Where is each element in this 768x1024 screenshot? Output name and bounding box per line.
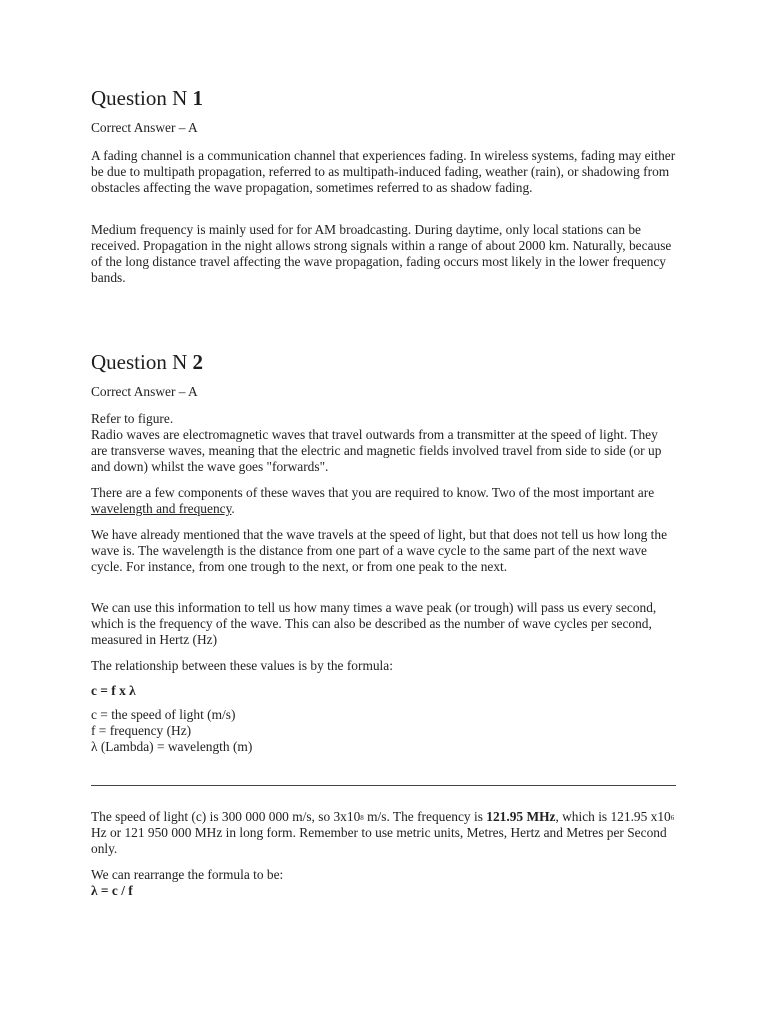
question-2-heading: Question N 2 xyxy=(91,350,203,374)
question-2-paragraph-3: We have already mentioned that the wave travels at the speed of light, but that does not tell us how long the wave is. The wavelength is the distance from one part of a wave cycle to the same part of the next wave cycle. For instance, from one trough to the next, or from one peak to the next. xyxy=(91,527,668,574)
question-1-heading: Question N 1 xyxy=(91,86,203,110)
question-2-paragraph-7: We can rearrange the formula to be: xyxy=(91,867,284,882)
question-2-refer: Refer to figure. xyxy=(91,411,174,426)
question-2-paragraph-5: The relationship between these values is by the formula: xyxy=(91,658,393,673)
definition-lambda: λ (Lambda) = wavelength (m) xyxy=(91,739,253,754)
formula-c-equals-f-lambda: c = f x λ xyxy=(91,683,136,698)
question-2-paragraph-4: We can use this information to tell us how many times a wave peak (or trough) will pass us every second, which is the frequency of the wave. This can also be described as the number of wave cycles per second, measured in Hertz (Hz) xyxy=(91,600,657,647)
question-1-paragraph-1: A fading channel is a communication channel that experiences fading. In wireless systems, fading may either be due to multipath propagation, referred to as multipath-induced fading, weather (rain), or shadowing from obstacles affecting the wave propagation, sometimes referred to as shadow fading. xyxy=(91,148,676,195)
definition-f: f = frequency (Hz) xyxy=(91,723,192,738)
wavelength-frequency-link[interactable]: wavelength and frequency xyxy=(91,501,232,516)
question-2-paragraph-1: Radio waves are electromagnetic waves that travel outwards from a transmitter at the speed of light. They are transverse waves, meaning that the electric and magnetic fields involved travel from side to side (or up and down) whilst the wave goes "forwards". xyxy=(91,427,662,474)
question-1-answer: Correct Answer – A xyxy=(91,120,198,135)
definition-c: c = the speed of light (m/s) xyxy=(91,707,236,722)
question-1-paragraph-2: Medium frequency is mainly used for for AM broadcasting. During daytime, only local stations can be received. Propagation in the night allows strong signals within a range of about 2000 km. Naturally, because of the long distance travel affecting the wave propagation, fading occurs most likely in the lower frequency bands. xyxy=(91,222,672,285)
question-2-paragraph-6: The speed of light (c) is 300 000 000 m/s, so $3x10^8$ m/s. The frequency is 121.95 MHz, which is 121.95 $x10^6$ Hz or 121 950 000 MHz in long form. Remember to use metric units, Metres, Hertz and Metres per Second only. xyxy=(91,809,675,856)
question-2-paragraph-2: There are a few components of these waves that you are required to know. Two of the most important are wavelength and frequency. xyxy=(91,485,655,516)
formula-lambda-equals-c-over-f: λ = c / f xyxy=(91,883,133,898)
horizontal-divider xyxy=(91,785,676,786)
question-2-answer: Correct Answer – A xyxy=(91,384,198,399)
